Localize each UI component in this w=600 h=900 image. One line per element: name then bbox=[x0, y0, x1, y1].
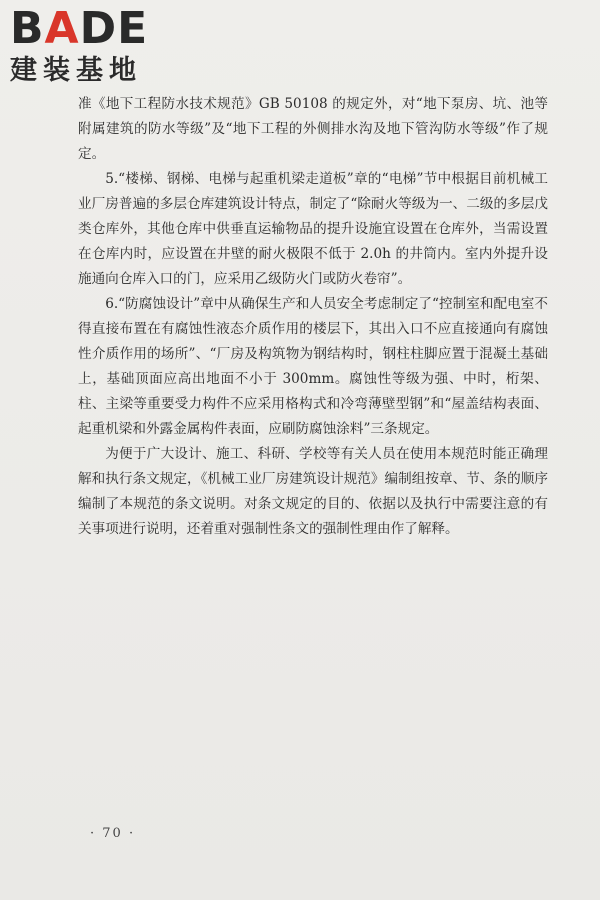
paragraph-continuation: 准《地下工程防水技术规范》GB 50108 的规定外，对“地下泵房、坑、池等附属建筑的防水等级”及“地下工程的外侧排水沟及地下管沟防水等级”作了规定。 bbox=[78, 96, 548, 162]
logo-letter-b: B bbox=[10, 3, 45, 54]
paragraph-item-6: 6.“防腐蚀设计”章中从确保生产和人员安全考虑制定了“控制室和配电室不得直接布置在有腐蚀性液态介质作用的楼层下，其出入口不应直接通向有腐蚀性介质作用的场所”、“厂房及构筑物为钢结构时，钢柱柱脚应置于混凝土基础上，基础顶面应高出地面不小于 300mm。腐蚀性等级为强、中时，桁架、柱、主梁等重要受力构件不应采用格构式和冷弯薄壁型钢”和“屋盖结构表面、起重机梁和外露金属构件表面，应刷防腐蚀涂料”三条规定。 bbox=[78, 296, 548, 437]
logo-wordmark bbox=[10, 3, 180, 54]
paragraph-item-5: 5.“楼梯、钢梯、电梯与起重机梁走道板”章的“电梯”节中根据目前机械工业厂房普遍的多层仓库建筑设计特点，制定了“除耐火等级为一、二级的多层戊类仓库外，其他仓库中供垂直运输物品的提升设施宜设置在仓库外，当需设置在仓库内时，应设置在井壁的耐火极限不低于 2.0h 的井筒内。室内外提升设施通向仓库入口的门，应采用乙级防火门或防火卷帘”。 bbox=[78, 171, 548, 287]
page-number: · 70 · bbox=[90, 826, 136, 841]
paragraph-closing: 为便于广大设计、施工、科研、学校等有关人员在使用本规范时能正确理解和执行条文规定，《机械工业厂房建筑设计规范》编制组按章、节、条的顺序编制了本规范的条文说明。对条文规定的目的、依据以及执行中需要注意的有关事项进行说明，还着重对强制性条文的强制性理由作了解释。 bbox=[78, 446, 548, 537]
logo-letter-a: A bbox=[44, 3, 80, 54]
logo-letters-de: DE bbox=[79, 3, 149, 54]
body-text bbox=[78, 92, 548, 542]
logo-subtitle: 建装基地 bbox=[10, 55, 142, 86]
bade-logo bbox=[10, 3, 180, 92]
